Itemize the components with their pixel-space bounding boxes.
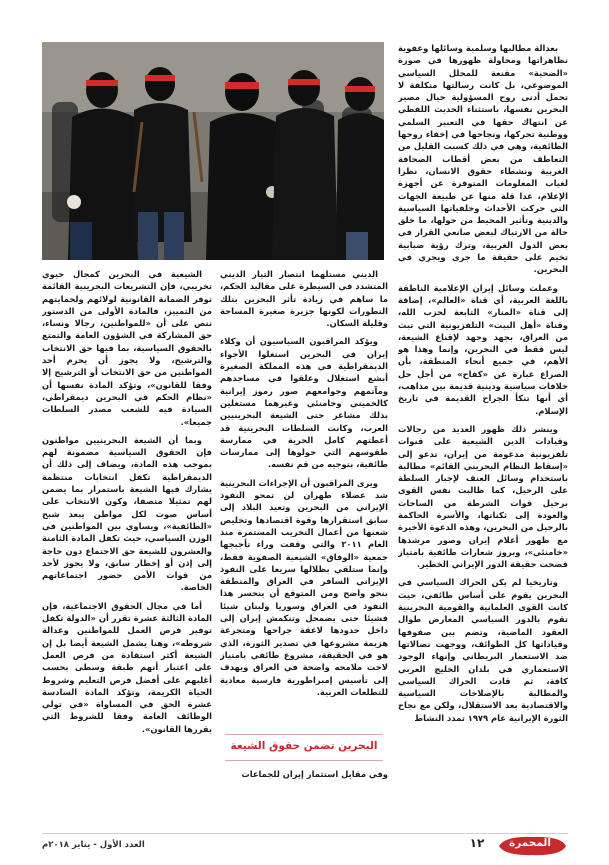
article-column-middle: [220, 268, 388, 701]
magazine-name: المحمرة: [509, 837, 551, 849]
paragraph: بعدالة مطالبها وسلمية وسائلها وعفوية تظاهراتها ومحاولة ظهورها في صورة «الضحية» مقنعة للمحلل السياسي الموضوعي، بل كانت رسالتها متكلفة لا تحمل أدنى روح المسؤولية حيال مصير البحرين نفسها، باستثناء الحديث اللفظي عن انتهاك حقها في التعبير السلمي ووطنية تحركها، ونجاحها في إخفاء روحها الطائفية، وهي في ذلك كسبت القليل من التعاطف من بعض أقطاب الصحافة الغربية ونشطاء حقوق الانسان، نظرا لغياب المعلومات المتوفرة عن أجهزة الإعلام، عدا قلة منها عن طبيعة الجهات التي حركت الأحداث وخلفياتها السياسية والدينية وتأثير المحيط من حولها، ما خلق حالة من الارتباك لبعض صانعي القرار في بعض الدول الغربية، وترك رؤية ضبابية تخيم على حقيقة ما جرى ويجري في البحرين.: [398, 43, 568, 275]
paragraph: ويؤكد المراقبون السياسيون أن وكلاء إيران في البحرين استغلوا الأجواء الديمقراطية في هذه المملكة الصغيرة أبشع استغلال وعلقوا في مساجدهم ومآتمهم وجوامعهم صور رموز إيرانية كالخميني وخامنئي وغيرهما مستغلين بذلك مشاعر حتى الشيعة البحرينيين العرب، وكانت السلطات البحرينية قد أعطتهم كامل الحرية في ممارسة طقوسهم التي حولوها إلى ممارسات طائفية، بتوجيه من قم نفسه.: [220, 336, 388, 470]
article-column-right: [398, 42, 568, 824]
paragraph: أما في مجال الحقوق الاجتماعية، فإن المادة الثالثة عشرة تقرر أن «الدولة تكفل توفير فرص العمل للمواطنين وعدالة شروطه»، وهنا يشمل الشيعة أيضا بل إن الشيعة أكثر استفادة من فرص العمل على اعتبار أنهم طبقة وسطى بحسب أغلبهم على أفضل فرص التعليم وشروط الحياة الكريمة، وتؤكد المادة السادسة عشرة الحق في المساواة «في تولي الوظائف العامة وفقا للشروط التي يقررها القانون».: [42, 600, 212, 734]
paragraph: وتاريخيا لم يكن الحراك السياسي في البحرين يقوم على أساس طائفي، حيث كانت القوى العلمانية والقومية البحرينية تقوم بالدور السياسي المعارض طوال العقود الماضية، وتضم بين صفوفها وقياداتها كل الطوائف، ووجهت نضالاتها ضد الاستعمار البريطاني وإنهاء الوجود الاستعماري في بلدان الخليج العربي كافة، ثم قادت الحراك السياسي والمطالبة بالإصلاحات السياسية والاقتصادية بعد الاستقلال، ولكن مع نجاح الثورة الإيرانية عام ١٩٧٩ تمدد النشاط: [398, 577, 568, 723]
paragraph: وعملت وسائل إيران الإعلامية الناطقة باللغة العربية، أي قناة «العالم»، إضافة إلى قناة «المنار» التابعة لحزب الله، وقناة «أهل البيت» التلفزيونية التي تبث من العراق، بجهد وجهد لإقناع الشيعة، ليس فقط في البحرين، وإنما وهذا هو الأهم، في جميع أنحاء المنطقة، بأن الصراع عبارة عن «كفاح» من أجل حل خلافات سياسية ودينية قديمة بين مذاهب، أي أنها تنكأ الجراح القديمة في تاريخ الإسلام.: [398, 282, 568, 416]
article-column-left: [42, 268, 212, 824]
page-number: ١٢: [469, 836, 485, 850]
article-column-middle-tail: وفي مقابل استثمار إيران للجماعات: [241, 769, 388, 779]
protest-photo: [42, 42, 384, 260]
paragraph: ويرى المراقبون أن الإجراءات البحرينية شد عضلاء طهران لن تمحو النفوذ الإيراني من البحرين وتعيد البلاد إلى سابق استقرارها وقوة اقتصادها وتخليص شعبها من أعمال التخريب المستمرة منذ العام ٢٠١١ والتي وقفت وراء تأجيجها جمعية «الوفاق» الشيعية الصفوية فقط، وإنما ستلقي بظلالها سريعا على النفوذ الإيراني السافر في العراق والمنطقة بنحو واضح ومن المتوقع أن ينحسر هذا النفوذ في العراق وسوريا ولبنان شيئا فشيئا حتى يضمحل وتنكمش إيران إلى داخل حدودها لاعقة جراحها ومتجرعة هزيمة مشروعها في تصدير الثورة، الذي هو في الحقيقة، مشروع طائفي بامتياز لاحت ملامحه واضحة في العراق ويهدف إلى تأسيس إمبراطورية فارسية معادية للتطلعات العربية.: [220, 477, 388, 697]
protest-photo-icon: [42, 42, 384, 260]
paragraph: الشيعية في البحرين كمجال حيوي تخريبي، فإن التشريعات البحرينية القائمة توفر الضمانة القانونية لولائهم ولحمايتهم من التمييز، فالمادة الأولى من الدستور تنص على أن «للمواطنين، رجالا ونساء، حق المشاركة في الشؤون العامة والتمتع بالحقوق السياسية، بما فيها حق الانتخاب والترشيح، ولا يجوز أن يحرم أحد المواطنين من حق الانتخاب أو الترشيح إلا وفقا للقانون»، وتؤكد المادة نفسها أن «نظام الحكم في البحرين ديمقراطي، السيادة فيه للشعب مصدر السلطات جميعا».: [42, 269, 212, 427]
section-subheading: البحرين تضمن حقوق الشيعة: [230, 740, 378, 752]
issue-info: العدد الأول - يناير ٢٠١٨م: [42, 840, 145, 850]
paragraph: الديني مستلهما انتصار التيار الديني المتشدد في السيطرة على مقاليد الحكم، ما ساهم في زيادة تأثر البحرين بتلك التطورات لكونها جزيرة صغيرة المساحة وقليلة السكان.: [220, 269, 388, 329]
paragraph: وبما أن الشيعة البحرينيين مواطنون فإن الحقوق السياسية مضمونة لهم بموجب هذه المادة، ويضاف إلى ذلك أن الديمقراطية تكفل انتخابات منتظمة يشارك فيها الشيعة باستمرار بما يضمن لهم تمثيلا منصفا، وكون الانتخاب على أساس صوت لكل مواطن يبعد شبح «الطائفية»، ويساوي بين المواطنين في الوزن السياسي، حيث تكفل المادة الثامنة والعشرون للشيعة حق الاجتماع دون حاجة إلى إذن أو إخطار سابق، ولا يجوز لأحد من قوات الأمن حضور اجتماعاتهم الخاصة.: [42, 434, 212, 593]
footer-rule: [42, 833, 568, 834]
paragraph: وينشر ذلك ظهور العديد من رجالات وقيادات الدين الشيعية على قنوات تلفزيونية مدعومة من إيران، تدعو إلى «إسقاط النظام البحريني القائم» مطالبة باستخدام وسائل العنف لإجبار السلطة على الرحيل، كما طالبت نفس القوى برحيل قوات الشرطة من الساحات والعودة إلى ثكناتها، والأسرة الحاكمة بالرحيل من البحرين، وهذه الدعوة الأخيرة مع ظهور أعلام إيران وصور مرشدها «خامنئي»، وبروز شعارات طائفية بامتياز فضحت حقيقة الدور الإيراني الخطير.: [398, 423, 568, 570]
subheading-rule-bottom: [225, 760, 383, 761]
subheading-rule-top: [225, 734, 383, 735]
